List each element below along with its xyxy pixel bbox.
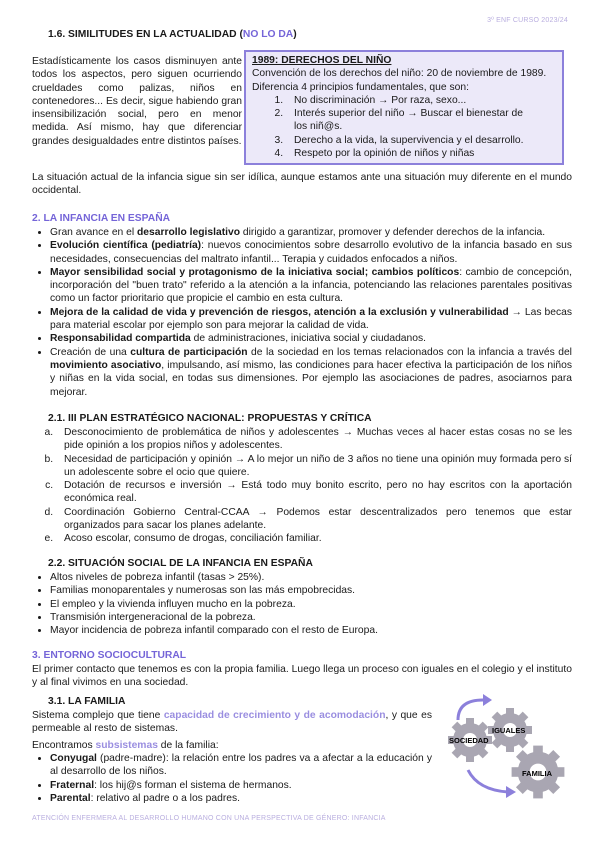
section-2-2-list (32, 571, 572, 637)
header-course: 3º ENF CURSO 2023/24 (487, 17, 568, 24)
footer-text: ATENCIÓN ENFERMERA AL DESARROLLO HUMANO CON UNA PERSPECTIVA DE GÉNERO: INFANCIA (32, 815, 386, 822)
title-post: ) (293, 29, 297, 40)
arrow-head (506, 786, 516, 798)
gears-diagram (438, 690, 578, 810)
section-2-1-list (32, 426, 572, 546)
list-item: • El empleo y la vivienda influyen mucho en la pobreza. (50, 598, 572, 611)
subsystems-list (32, 752, 432, 805)
section-2-1-title: 2.1. III PLAN ESTRATÉGICO NACIONAL: PROPUESTAS Y CRÍTICA (48, 413, 372, 424)
list-item: • Mejora de la calidad de vida y prevención de riesgos, atención a la exclusión y vulnerabilidad → Las becas para material escolar por ejemplo son para mejorar la calidad de vida. (50, 306, 572, 333)
gear-label-iguales: IGUALES (492, 726, 526, 735)
list-item: • Conyugal (padre-madre): la relación entre los padres va a afectar a la educación y al desarrollo de los niños. (50, 752, 432, 779)
section-3-1-title: 3.1. LA FAMILIA (48, 696, 126, 707)
list-item: • Gran avance en el desarrollo legislativo dirigido a garantizar, promover y defender derechos de la infancia. (50, 226, 572, 239)
rights-list (252, 94, 556, 160)
list-item: c. Dotación de recursos e inversión → Está todo muy bonito escrito, pero no hay escritos con la aportación económica real. (56, 479, 572, 506)
rights-item: 4. Respeto por la opinión de niños y niñas (286, 147, 556, 160)
rights-box (244, 50, 564, 165)
list-item: • Mayor incidencia de pobreza infantil comparado con el resto de Europa. (50, 624, 572, 637)
list-item: • Altos niveles de pobreza infantil (tasas > 25%). (50, 571, 572, 584)
section-3-intro: El primer contacto que tenemos es con la propia familia. Luego llega un proceso con iguales en el colegio y el instituto y al final vivimos en una sociedad. (32, 664, 572, 689)
subsystems-intro: Encontramos subsistemas de la familia: (32, 740, 219, 751)
rights-box-line1: Convención de los derechos del niño: 20 de noviembre de 1989. (252, 68, 547, 80)
arrow-bottom (468, 770, 508, 792)
title-accent: NO LO DA (242, 29, 294, 40)
list-item: • Mayor sensibilidad social y protagonismo de la iniciativa social; cambios políticos: cambio de concepción, incorporación del "buen trato" referido a la atención a la infancia, potenciando las relaciones parentales positivas como un factor prioritario que propicie el cambio en esta cultura. (50, 266, 572, 306)
list-item: e. Acoso escolar, consumo de drogas, conciliación familiar. (56, 532, 572, 545)
list-item: b. Necesidad de participación y opinión → A lo mejor un niño de 3 años no tiene una opinión muy formada pero sí un adolescente sobre el ocio que quiere. (56, 453, 572, 480)
list-item: a. Desconocimiento de problemática de niños y adolescentes → Muchas veces al hacer estas cosas no se les pide opinión a los propios niños y adolescentes. (56, 426, 572, 453)
list-item: • Familias monoparentales y numerosas son las más empobrecidas. (50, 584, 572, 597)
section-1-6-title (48, 28, 297, 41)
gear-label-sociedad: SOCIEDAD (449, 736, 489, 745)
section-1-6-closing: La situación actual de la infancia sigue sin ser idílica, aunque estamos ante una situación muy diferente en el mundo occidental. (32, 172, 572, 197)
rights-item: 3. Derecho a la vida, la supervivencia y el desarrollo. (286, 134, 556, 147)
family-definition: Sistema complejo que tiene capacidad de crecimiento y de acomodación, y que es permeable al resto de sistemas. (32, 710, 432, 735)
gear-label-familia: FAMILIA (522, 769, 552, 778)
arrow-head (483, 694, 492, 706)
section-1-6-intro: Estadísticamente los casos disminuyen ante todos los aspectos, pero siguen ocurriendo crueldades como palizas, niños en contenedores... Es decir, sigue habiendo gran insensibilización social, pero en menor medida. Así mismo, hay que diferenciar grandes desigualdades entre distintos países. (32, 56, 242, 147)
list-item: d. Coordinación Gobierno Central-CCAA → Podemos estar descentralizados pero tenemos que estar organizados para sacar los planes adelante. (56, 506, 572, 533)
list-item: • Evolución científica (pediatría): nuevos conocimientos sobre desarrollo evolutivo de la infancia basado en sus necesidades, consecuencias del maltrato infantil... Terapia y cuidados enfocados a niños. (50, 239, 572, 266)
arrow-top (458, 700, 483, 720)
rights-item: 2. Interés superior del niño → Buscar el bienestar de los niñ@s. (286, 107, 556, 134)
title-pre: 1.6. SIMILITUDES EN LA ACTUALIDAD ( (48, 29, 243, 40)
list-item: • Transmisión intergeneracional de la pobreza. (50, 611, 572, 624)
rights-box-line2: Diferencia 4 principios fundamentales, que son: (252, 81, 469, 93)
section-3-title: 3. ENTORNO SOCIOCULTURAL (32, 650, 187, 661)
list-item: • Parental: relativo al padre o a los padres. (50, 792, 432, 805)
section-2-bullets (32, 226, 572, 399)
section-2-2-title: 2.2. SITUACIÓN SOCIAL DE LA INFANCIA EN ESPAÑA (48, 558, 313, 569)
rights-item: 1. No discriminación → Por raza, sexo... (286, 94, 556, 107)
list-item: • Creación de una cultura de participación de la sociedad en los temas relacionados con la infancia a través del movimiento asociativo, impulsando, así mismo, las condiciones para hacer efectiva la participación de los niños y niñas en la vida social, en todas sus dimensiones. Por ejemplo las asociaciones de padres, asociarnos para mejorar. (50, 346, 572, 399)
list-item: • Fraternal: los hij@s forman el sistema de hermanos. (50, 779, 432, 792)
rights-box-title: 1989: DERECHOS DEL NIÑO (252, 55, 392, 66)
list-item: • Responsabilidad compartida de administraciones, iniciativa social y ciudadanos. (50, 332, 572, 345)
section-2-title: 2. LA INFANCIA EN ESPAÑA (32, 213, 171, 224)
